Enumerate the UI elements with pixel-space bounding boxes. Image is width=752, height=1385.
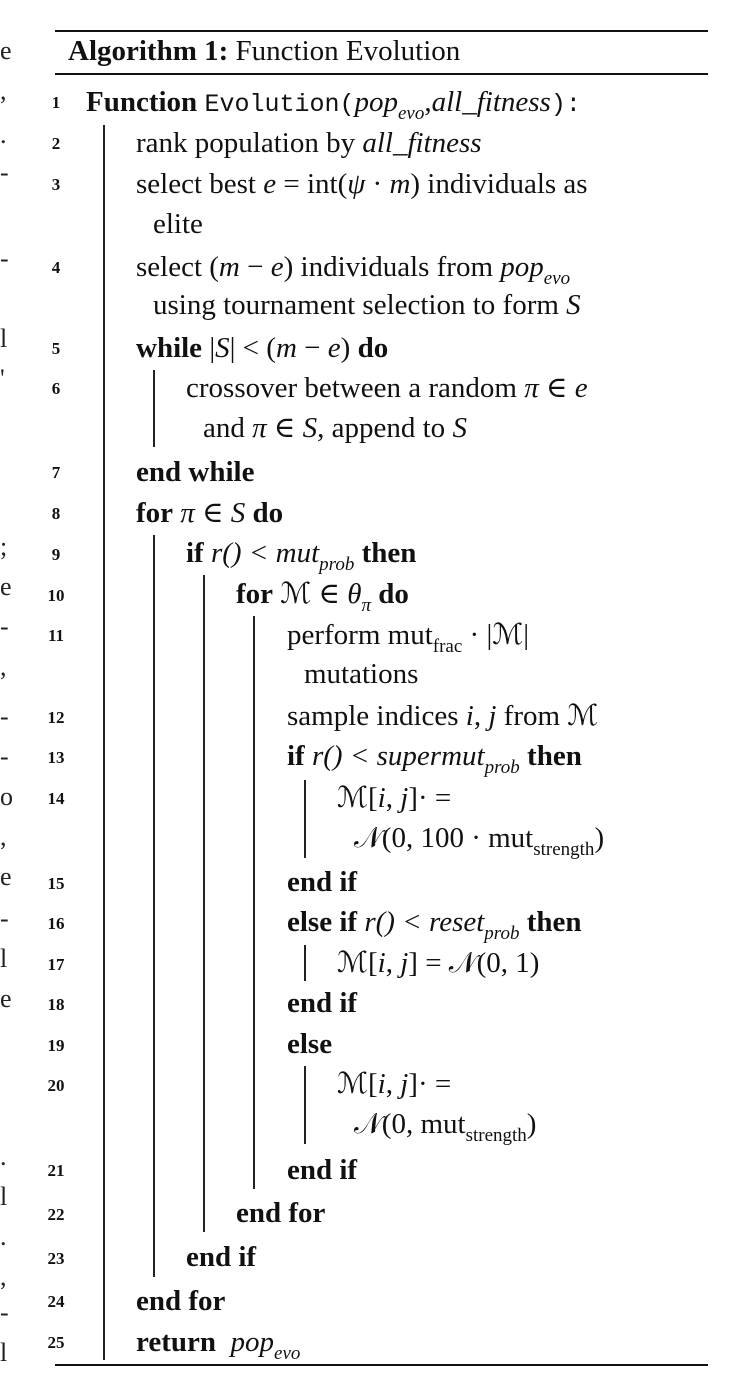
edge-mark: - bbox=[0, 1298, 9, 1327]
line-number: 13 bbox=[47, 748, 65, 767]
line-text: sample indices bbox=[287, 700, 466, 732]
algo-line-19: else bbox=[287, 1028, 333, 1060]
var-j: j bbox=[400, 947, 409, 979]
edge-mark: - bbox=[0, 158, 9, 187]
line-text: , append to bbox=[317, 412, 453, 444]
arg-pop-sub: evo bbox=[397, 103, 425, 124]
line-number: 1 bbox=[51, 93, 61, 112]
var-m: m bbox=[275, 332, 297, 364]
edge-mark: - bbox=[0, 244, 9, 273]
algo-line-14-cont bbox=[354, 820, 604, 860]
var-mut-sub: prob bbox=[319, 554, 355, 575]
var-pop-sub: evo bbox=[543, 268, 571, 289]
algo-line-16 bbox=[287, 904, 582, 944]
edge-mark: e bbox=[0, 36, 12, 65]
keyword-do: do bbox=[245, 497, 284, 529]
var-i: i bbox=[377, 1068, 386, 1100]
line-text: ] = 𝒩(0, 1) bbox=[408, 947, 540, 979]
edge-mark: l bbox=[0, 1338, 8, 1367]
line-number: 6 bbox=[51, 379, 61, 398]
var-e: e bbox=[270, 251, 284, 283]
mut-strength-sub: strength bbox=[465, 1125, 527, 1146]
var-S: S bbox=[452, 412, 467, 444]
line-text: − bbox=[239, 251, 271, 283]
line-text: − bbox=[296, 332, 328, 364]
line-number: 7 bbox=[51, 463, 61, 482]
algo-line-12 bbox=[287, 698, 598, 734]
algorithm-label: Algorithm 1: bbox=[68, 35, 229, 67]
var-pi: π bbox=[173, 497, 195, 529]
line-text: r() < bbox=[357, 906, 429, 938]
indent-bar-if-supermut bbox=[304, 780, 306, 858]
var-m: m bbox=[218, 251, 240, 283]
var-j: j bbox=[488, 700, 497, 732]
line-text: r() < bbox=[304, 740, 377, 772]
var-i: i bbox=[377, 947, 386, 979]
var-j: j bbox=[400, 1068, 409, 1100]
line-number: 9 bbox=[51, 545, 61, 564]
line-number: 16 bbox=[47, 914, 65, 933]
algo-line-4-cont bbox=[153, 287, 581, 323]
header-rule bbox=[55, 73, 708, 75]
line-text: ∈ bbox=[538, 372, 575, 404]
edge-mark: ' bbox=[0, 364, 5, 393]
edge-mark: , bbox=[0, 652, 7, 681]
algo-line-17 bbox=[337, 945, 539, 981]
keyword-if: if bbox=[287, 740, 305, 772]
var-reset: reset bbox=[428, 906, 485, 938]
var-i: i bbox=[377, 782, 386, 814]
line-number: 2 bbox=[51, 134, 61, 153]
var-m: m bbox=[389, 168, 411, 200]
line-number: 21 bbox=[47, 1161, 65, 1180]
line-text: ) bbox=[594, 822, 605, 854]
var-S: S bbox=[215, 332, 230, 364]
function-name: Evolution( bbox=[204, 90, 355, 119]
algo-line-15: end if bbox=[287, 866, 358, 898]
line-text: ℳ[ bbox=[337, 782, 378, 814]
edge-mark: . bbox=[0, 120, 7, 149]
line-text: 𝒩(0, mut bbox=[354, 1108, 466, 1140]
line-number: 14 bbox=[47, 789, 65, 808]
indent-bar-level1 bbox=[103, 125, 105, 1360]
line-text: ℳ[ bbox=[337, 1068, 378, 1100]
line-number: 24 bbox=[47, 1292, 65, 1311]
algo-line-24: end for bbox=[136, 1285, 226, 1317]
mut-frac-sub: frac bbox=[432, 636, 463, 657]
line-number: 5 bbox=[51, 339, 61, 358]
var-reset-sub: prob bbox=[484, 923, 520, 944]
keyword-if: if bbox=[186, 537, 204, 569]
var-M: ℳ bbox=[273, 578, 312, 610]
line-number: 25 bbox=[47, 1333, 65, 1352]
var-pi: π bbox=[252, 412, 267, 444]
algo-line-1 bbox=[86, 84, 581, 124]
keyword-function: Function bbox=[86, 86, 198, 118]
algo-line-4 bbox=[136, 249, 570, 289]
var-mut: mut bbox=[275, 537, 320, 569]
bottom-rule bbox=[55, 1364, 708, 1366]
indent-bar-inner-for bbox=[253, 616, 255, 1189]
algo-line-14 bbox=[337, 780, 451, 816]
algo-line-8 bbox=[136, 495, 283, 531]
line-text: using tournament selection to form bbox=[153, 289, 567, 321]
line-text: rank population by bbox=[136, 127, 363, 159]
line-text: ∈ bbox=[266, 412, 303, 444]
var-pi: π bbox=[524, 372, 539, 404]
keyword-then: then bbox=[519, 740, 582, 772]
line-text: r() < bbox=[203, 537, 276, 569]
algo-line-9 bbox=[186, 535, 416, 575]
algo-line-7: end while bbox=[136, 456, 255, 488]
line-text: , bbox=[473, 700, 489, 732]
edge-mark: - bbox=[0, 612, 9, 641]
line-text: · bbox=[365, 168, 390, 200]
var-theta: θ bbox=[347, 578, 362, 610]
line-text: 𝒩(0, 100 · mut bbox=[354, 822, 534, 854]
keyword-do: do bbox=[357, 332, 389, 364]
line-text: ) bbox=[526, 1108, 537, 1140]
edge-mark: , bbox=[0, 822, 7, 851]
algo-line-20-cont bbox=[354, 1106, 536, 1146]
indent-bar-elseif bbox=[304, 945, 306, 981]
line-text: perform mut bbox=[287, 619, 433, 651]
var-fitness: all_fitness bbox=[362, 127, 482, 159]
edge-mark: e bbox=[0, 572, 12, 601]
edge-mark: , bbox=[0, 76, 7, 105]
keyword-then: then bbox=[519, 906, 582, 938]
var-theta-sub: π bbox=[361, 595, 372, 616]
line-text: ) individuals from bbox=[283, 251, 501, 283]
line-number: 15 bbox=[47, 874, 65, 893]
line-text: ∈ bbox=[194, 497, 231, 529]
edge-mark: , bbox=[0, 1262, 7, 1291]
line-text: , bbox=[385, 947, 401, 979]
keyword-for: for bbox=[136, 497, 174, 529]
keyword-then: then bbox=[354, 537, 417, 569]
comma: , bbox=[424, 86, 432, 118]
algo-line-21: end if bbox=[287, 1154, 358, 1186]
var-supermut-sub: prob bbox=[484, 757, 520, 778]
var-e: e bbox=[263, 168, 277, 200]
algo-line-2 bbox=[136, 125, 482, 161]
line-number: 23 bbox=[47, 1249, 65, 1268]
var-pop: pop bbox=[230, 1326, 275, 1358]
mut-strength-sub: strength bbox=[533, 839, 595, 860]
var-pop: pop bbox=[500, 251, 544, 283]
arg-pop: pop bbox=[354, 86, 398, 118]
line-number: 18 bbox=[47, 995, 65, 1014]
algo-line-25 bbox=[136, 1324, 300, 1364]
edge-mark: - bbox=[0, 702, 9, 731]
line-text: select ( bbox=[136, 251, 219, 283]
edge-mark: l bbox=[0, 944, 8, 973]
edge-mark: ; bbox=[0, 532, 8, 561]
top-rule bbox=[55, 30, 708, 32]
keyword-for: for bbox=[236, 578, 274, 610]
line-text: ) bbox=[340, 332, 358, 364]
algo-line-13 bbox=[287, 738, 582, 778]
algorithm-title bbox=[68, 33, 460, 69]
algorithm-name: Function Evolution bbox=[235, 35, 461, 67]
algo-line-20 bbox=[337, 1066, 451, 1102]
algo-line-22: end for bbox=[236, 1197, 326, 1229]
var-j: j bbox=[400, 782, 409, 814]
algo-line-18: end if bbox=[287, 987, 358, 1019]
algo-line-6 bbox=[186, 370, 588, 406]
var-pop-sub: evo bbox=[274, 1343, 301, 1364]
var-e: e bbox=[574, 372, 588, 404]
algo-line-6-cont bbox=[203, 410, 467, 446]
line-text: from ℳ bbox=[496, 700, 599, 732]
edge-mark: e bbox=[0, 862, 12, 891]
line-text: ]· = bbox=[408, 1068, 452, 1100]
line-number: 12 bbox=[47, 708, 65, 727]
edge-mark: . bbox=[0, 1142, 7, 1171]
algo-line-3-cont: elite bbox=[153, 208, 203, 240]
line-text: and bbox=[203, 412, 253, 444]
line-number: 22 bbox=[47, 1205, 65, 1224]
algo-line-5 bbox=[136, 330, 388, 366]
edge-mark: e bbox=[0, 984, 12, 1013]
var-psi: ψ bbox=[347, 168, 366, 200]
indent-bar-for bbox=[153, 535, 155, 1277]
line-text: , bbox=[385, 782, 401, 814]
keyword-while: while bbox=[136, 332, 203, 364]
line-text: · |ℳ| bbox=[462, 619, 530, 651]
indent-bar-while bbox=[153, 370, 155, 447]
var-S: S bbox=[230, 497, 246, 529]
var-i: i bbox=[465, 700, 474, 732]
line-number: 19 bbox=[47, 1036, 65, 1055]
line-text: ]· = bbox=[408, 782, 452, 814]
left-margin-fragments bbox=[0, 0, 14, 1385]
edge-mark: o bbox=[0, 782, 13, 811]
algo-line-3 bbox=[136, 166, 588, 202]
line-text: , bbox=[385, 1068, 401, 1100]
function-close: ): bbox=[550, 90, 581, 119]
edge-mark: . bbox=[0, 1222, 7, 1251]
edge-mark: l bbox=[0, 1182, 8, 1211]
algo-line-23: end if bbox=[186, 1241, 257, 1273]
var-S: S bbox=[302, 412, 318, 444]
keyword-else-if: else if bbox=[287, 906, 358, 938]
line-number: 20 bbox=[47, 1076, 65, 1095]
line-text: ℳ[ bbox=[337, 947, 378, 979]
line-number: 17 bbox=[47, 955, 65, 974]
line-text: | bbox=[202, 332, 216, 364]
line-text: = int( bbox=[276, 168, 348, 200]
var-supermut: supermut bbox=[376, 740, 485, 772]
line-text: select best bbox=[136, 168, 264, 200]
line-text: ∈ bbox=[311, 578, 348, 610]
line-number: 8 bbox=[51, 504, 61, 523]
line-text bbox=[216, 1326, 231, 1358]
edge-mark: - bbox=[0, 742, 9, 771]
line-number: 10 bbox=[47, 586, 65, 605]
keyword-return: return bbox=[136, 1326, 217, 1358]
indent-bar-else bbox=[304, 1066, 306, 1144]
line-number: 4 bbox=[51, 258, 61, 277]
line-number: 3 bbox=[51, 175, 61, 194]
algo-line-11 bbox=[287, 617, 529, 657]
line-text: | < ( bbox=[229, 332, 276, 364]
line-number: 11 bbox=[47, 626, 65, 645]
arg-fitness: all_fitness bbox=[431, 86, 551, 118]
indent-bar-if bbox=[203, 575, 205, 1232]
algo-line-11-cont: mutations bbox=[304, 658, 419, 690]
line-text: crossover between a random bbox=[186, 372, 525, 404]
line-text: ) individuals as bbox=[410, 168, 588, 200]
keyword-do: do bbox=[371, 578, 409, 610]
edge-mark: l bbox=[0, 324, 8, 353]
edge-mark: - bbox=[0, 904, 9, 933]
algo-line-10 bbox=[236, 576, 409, 616]
var-S: S bbox=[566, 289, 581, 321]
var-e: e bbox=[327, 332, 341, 364]
